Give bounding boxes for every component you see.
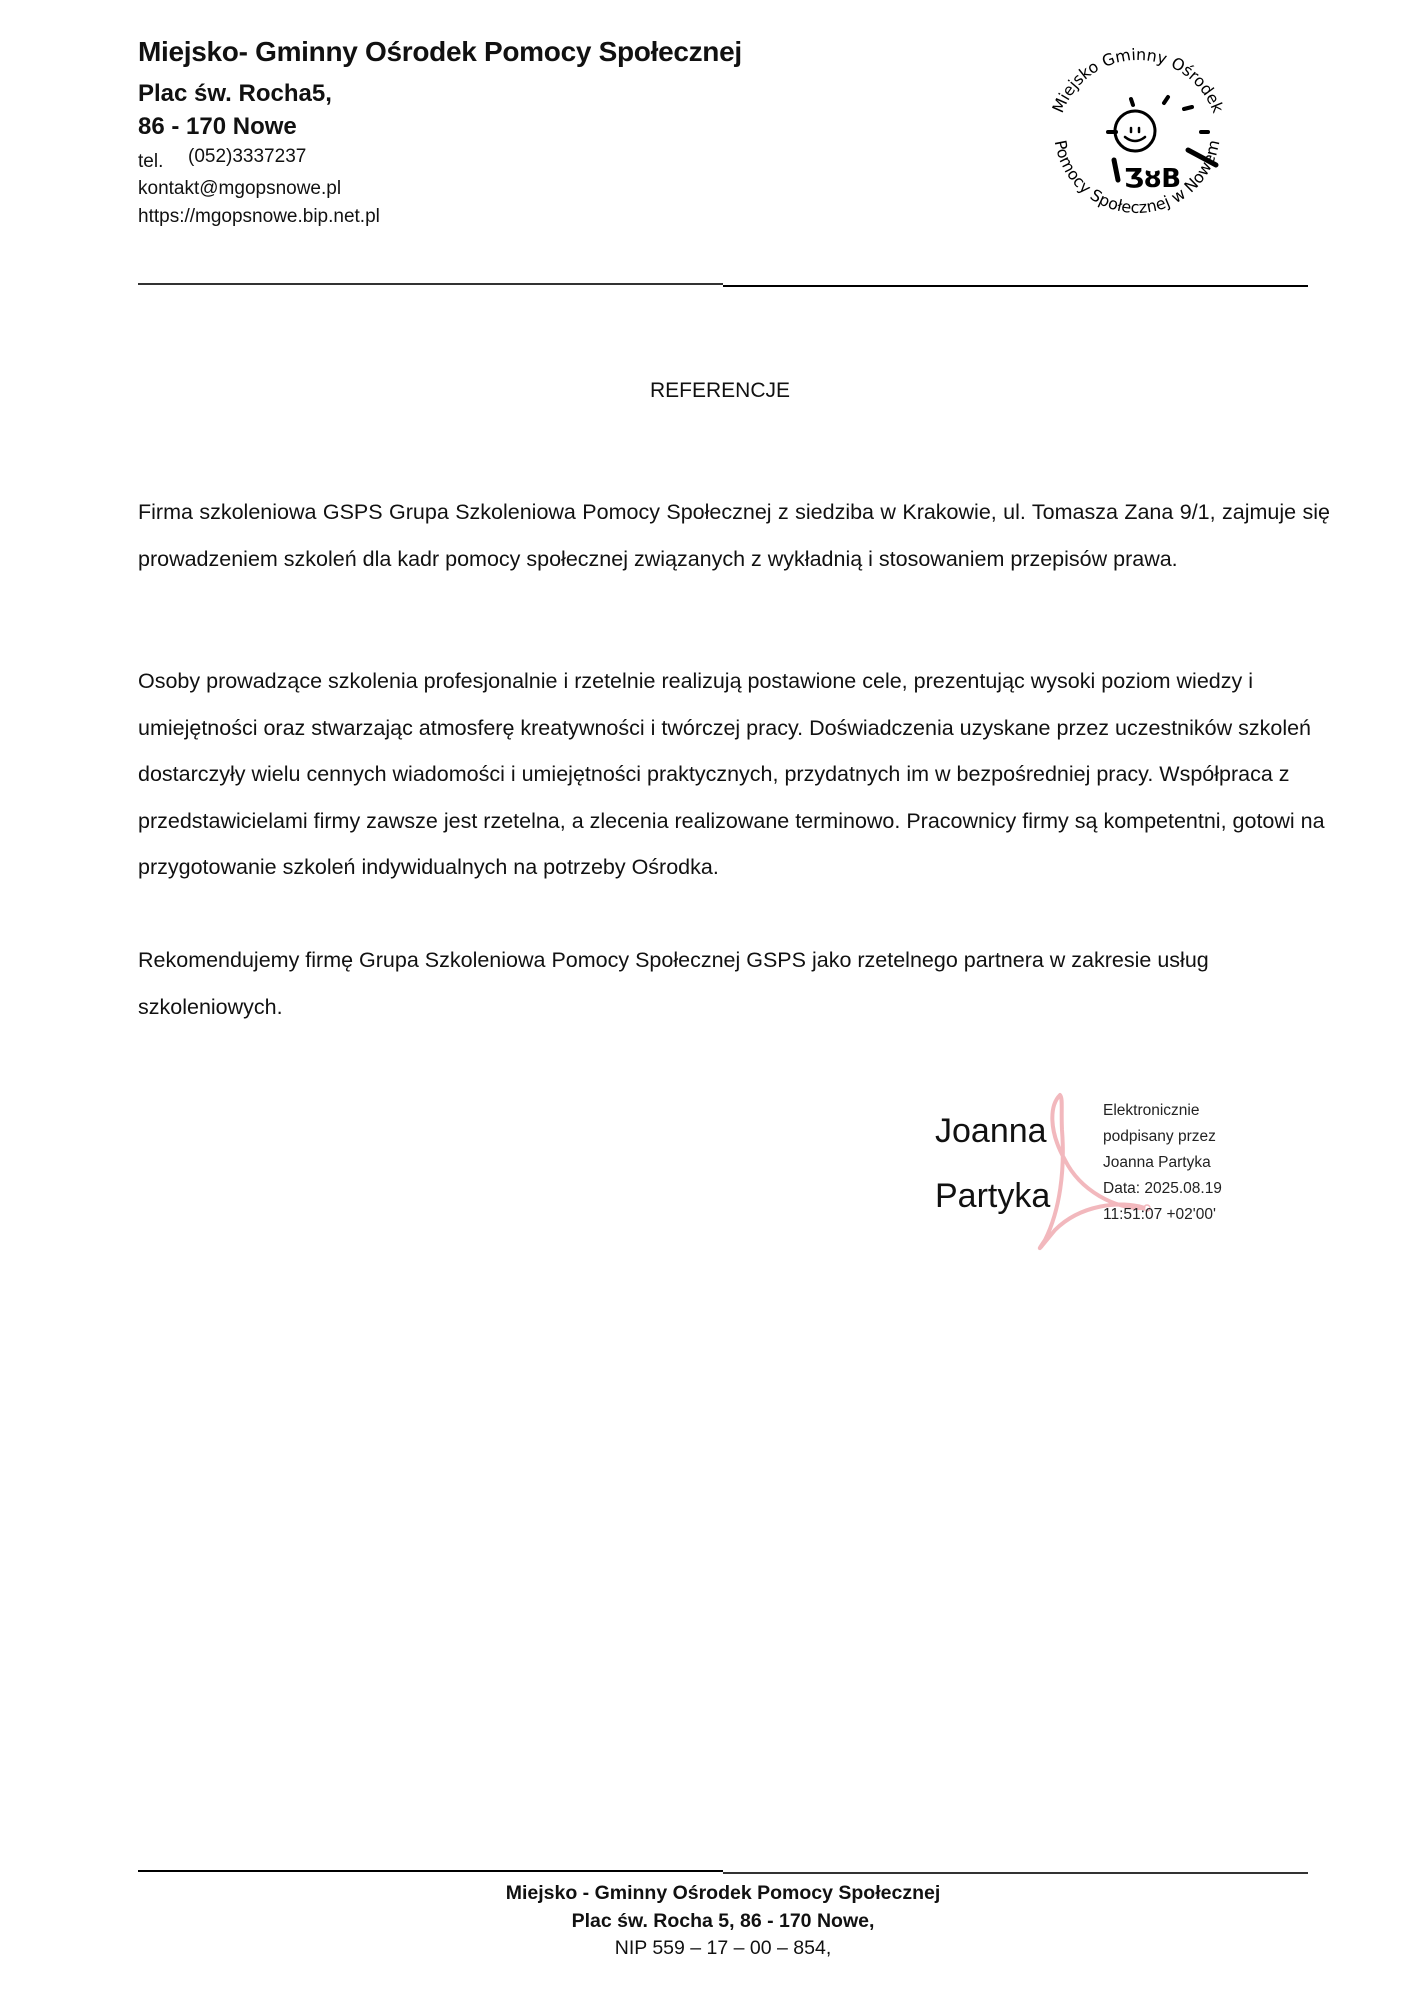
contact-email[interactable]: kontakt@mgopsnowe.pl (138, 178, 342, 199)
footer-nip: NIP 559 – 17 – 00 – 854, (614, 1937, 832, 1959)
signer-last-name: Partyka (935, 1177, 1051, 1215)
footer-org-name: Miejsko - Gminny Ośrodek Pomocy Społecznej (505, 1882, 941, 1904)
signature-detail-line: Elektronicznie (1103, 1102, 1200, 1119)
org-logo (1030, 35, 1240, 250)
logo-bottom-text: Pomocy Społecznej w Nowem (1050, 137, 1224, 218)
paragraph-recommendation: Rekomendujemy firmę Grupa Szkoleniowa Pomocy Społecznej GSPS jako rzetelnego partnera w zakresie usług szkoleniowych. (138, 948, 1209, 1019)
signature-detail-line: 11:51:07 +02'00' (1103, 1206, 1216, 1223)
paragraph-intro: Firma szkoleniowa GSPS Grupa Szkoleniowa Pomocy Społecznej z siedziba w Krakowie, ul. Tomasza Zana 9/1, zajmuje się prowadzeniem szkoleń dla kadr pomocy społecznej związanych z wykładnią i stosowaniem przepisów prawa. (138, 500, 1330, 571)
svg-text:ƷȣB: ƷȣB (1124, 164, 1182, 194)
signature-detail-line: Data: 2025.08.19 (1103, 1180, 1222, 1197)
footer-divider-left (138, 1870, 723, 1872)
signer-first-name: Joanna (935, 1112, 1047, 1150)
bip-url[interactable]: https://mgopsnowe.bip.net.pl (138, 206, 380, 227)
header-divider-right (723, 285, 1308, 287)
footer-address: Plac św. Rocha 5, 86 - 170 Nowe, (571, 1909, 875, 1932)
org-street: Plac św. Rocha5, (138, 80, 332, 107)
footer (138, 1880, 1308, 1963)
tel-value: (052)3337237 (188, 146, 307, 167)
org-name-heading: Miejsko- Gminny Ośrodek Pomocy Społecznej (138, 36, 742, 67)
logo-top-text: Miejsko Gminny Ośrodek (1048, 44, 1228, 116)
signature-detail-line: Joanna Partyka (1103, 1154, 1211, 1171)
org-city: 86 - 170 Nowe (138, 113, 297, 140)
document-heading: REFERENCJE (649, 379, 791, 402)
signature-detail-line: podpisany przez (1103, 1128, 1216, 1145)
footer-divider-right (723, 1872, 1308, 1874)
signature-details (1103, 1098, 1222, 1228)
header-divider-left (138, 283, 723, 285)
paragraph-assessment: Osoby prowadzące szkolenia profesjonalnie i rzetelnie realizują postawione cele, prezentując wysoki poziom wiedzy i umiejętności oraz stwarzając atmosferę kreatywności i twórczej pracy. Doświadczenia uzyskane przez uczestników szkoleń dostarczyły wielu cennych wiadomości i umiejętności praktycznych, przydatnych im w bezpośredniej pracy. Współpraca z przedstawicielami firmy zawsze jest rzetelna, a zlecenia realizowane terminowo. Pracownicy firmy są kompetentni, gotowi na przygotowanie szkoleń indywidualnych na potrzeby Ośrodka. (138, 669, 1325, 879)
tel-label: tel. (138, 151, 164, 172)
